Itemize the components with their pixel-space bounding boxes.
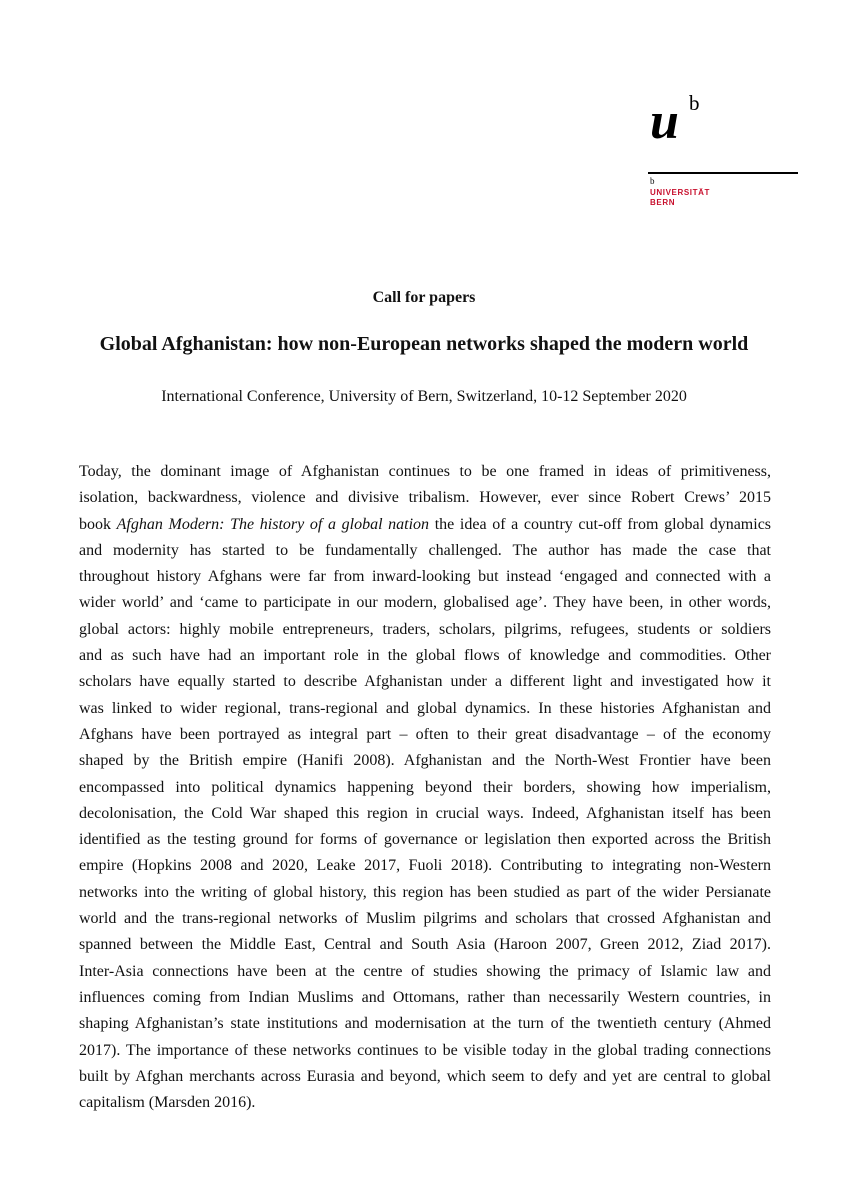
paragraph-line: identified as the testing ground for forms of governance or legislation then exported across the British bbox=[79, 831, 771, 849]
paragraph-line-with-book-title bbox=[79, 512, 771, 538]
call-for-papers-heading: Call for papers bbox=[372, 289, 476, 306]
paragraph-line: influences coming from Indian Muslims and Ottomans, rather than necessarily Western countries, in bbox=[79, 988, 771, 1006]
paragraph-line: wider world’ and ‘came to participate in our modern, globalised age’. They have been, in other words, bbox=[79, 594, 771, 612]
paragraph-line: networks into the writing of global history, this region has been studied as part of the wider Persianate bbox=[79, 883, 771, 901]
paragraph-line: empire (Hopkins 2008 and 2020, Leake 2017, Fuoli 2018). Contributing to integrating non-Western bbox=[79, 857, 771, 875]
paragraph-line: shaping Afghanistan’s state institutions and modernisation at the turn of the twentieth century (Ahmed bbox=[79, 1015, 771, 1033]
paragraph-line: decolonisation, the Cold War shaped this region in crucial ways. Indeed, Afghanistan itself has been bbox=[79, 804, 771, 822]
logo-divider bbox=[648, 172, 798, 174]
logo-mark-b: b bbox=[689, 91, 700, 115]
paragraph-line: Inter-Asia connections have been at the centre of studies showing the primacy of Islamic law and bbox=[79, 962, 771, 980]
paragraph-line: world and the trans-regional networks of Muslim pilgrims and scholars that crossed Afghanistan and bbox=[79, 910, 771, 928]
logo-name-line-1: UNIVERSITÄT bbox=[650, 188, 710, 197]
line-text: the idea of a country cut-off from global dynamics bbox=[429, 515, 772, 533]
logo-small-b: b bbox=[650, 176, 655, 186]
logo-mark bbox=[648, 91, 798, 174]
paragraph-line: spanned between the Middle East, Central and South Asia (Haroon 2007, Green 2012, Ziad 2017). bbox=[79, 936, 771, 954]
paragraph-line: Afghans have been portrayed as integral part – often to their great disadvantage – of the economy bbox=[79, 725, 771, 743]
paragraph-line: and as such have had an important role in the global flows of knowledge and commodities. Other bbox=[79, 647, 771, 665]
paragraph-line: scholars have equally started to describe Afghanistan under a different light and investigated how it bbox=[79, 673, 771, 691]
paragraph-line: and modernity has started to be fundamentally challenged. The author has made the case that bbox=[79, 541, 771, 559]
logo-university-name bbox=[650, 188, 710, 208]
line-text: book bbox=[79, 515, 117, 533]
paragraph-line: was linked to wider regional, trans-regional and global dynamics. In these histories Afghanistan and bbox=[79, 699, 771, 717]
paragraph-line-last: capitalism (Marsden 2016). bbox=[79, 1094, 256, 1112]
logo-mark-u: u bbox=[650, 93, 679, 150]
paragraph-line: built by Afghan merchants across Eurasia and beyond, which seem to defy and yet are central to global bbox=[79, 1067, 771, 1085]
paragraph-line: throughout history Afghans were far from inward-looking but instead ‘engaged and connected with a bbox=[79, 568, 771, 586]
book-title: Afghan Modern: The history of a global nation bbox=[116, 515, 430, 533]
paragraph-line: encompassed into political dynamics happening beyond their borders, showing how imperialism, bbox=[79, 778, 771, 796]
conference-title: Global Afghanistan: how non-European networks shaped the modern world bbox=[99, 333, 749, 355]
paragraph-line: shaped by the British empire (Hanifi 2008). Afghanistan and the North-West Frontier have been bbox=[79, 752, 771, 770]
conference-subtitle: International Conference, University of Bern, Switzerland, 10-12 September 2020 bbox=[161, 388, 687, 405]
logo-name-line-2: BERN bbox=[650, 198, 676, 207]
paragraph-line: global actors: highly mobile entrepreneurs, traders, scholars, pilgrims, refugees, students or soldiers bbox=[79, 620, 771, 638]
university-logo bbox=[648, 91, 798, 214]
body-paragraph bbox=[79, 459, 771, 1116]
paragraph-line: Today, the dominant image of Afghanistan continues to be one framed in ideas of primitiveness, bbox=[79, 463, 771, 480]
paragraph-line: isolation, backwardness, violence and divisive tribalism. However, ever since Robert Crews’ 2015 bbox=[79, 489, 771, 507]
paragraph-line: 2017). The importance of these networks continues to be visible today in the global trading connections bbox=[79, 1041, 771, 1059]
